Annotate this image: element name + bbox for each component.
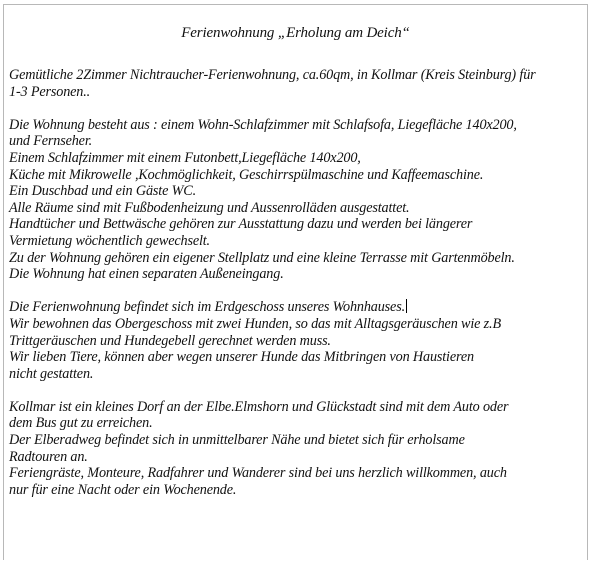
paragraph-intro — [9, 67, 587, 100]
text-line: Feriengräste, Monteure, Radfahrer und Wanderer sind bei uns herzlich willkommen, auch — [9, 465, 507, 482]
text-line: dem Bus gut zu erreichen. — [9, 415, 153, 432]
text-line: Handtücher und Bettwäsche gehören zur Ausstattung dazu und werden bei längerer — [9, 216, 473, 233]
text-line: Zu der Wohnung gehören ein eigener Stellplatz und eine kleine Terrasse mit Gartenmöbeln. — [9, 249, 515, 266]
text-line: Die Wohnung hat einen separaten Außeneingang. — [9, 266, 284, 283]
text-line: Kollmar ist ein kleines Dorf an der Elbe.Elmshorn und Glückstadt sind mit dem Auto oder — [9, 398, 509, 415]
text-line: Vermietung wöchentlich gewechselt. — [9, 232, 210, 249]
text-line: Gemütliche 2Zimmer Nichtraucher-Ferienwohnung, ca.60qm, in Kollmar (Kreis Steinburg) für — [9, 67, 536, 83]
document-page[interactable] — [3, 4, 588, 560]
text-line: und Fernseher. — [9, 133, 93, 150]
text-line: Küche mit Mikrowelle ,Kochmöglichkeit, Geschirrspülmaschine und Kaffeemaschine. — [9, 166, 484, 183]
document-body[interactable] — [9, 67, 587, 498]
text-line: nur für eine Nacht oder ein Wochenende. — [9, 481, 237, 498]
text-line-with-cursor — [9, 299, 587, 316]
paragraph-house-info — [9, 299, 587, 382]
text-line: Trittgeräuschen und Hundegebell gerechnet werden muss. — [9, 332, 331, 349]
text-line: Einem Schlafzimmer mit einem Futonbett,Liegefläche 140x200, — [9, 149, 361, 166]
text-line: Ein Duschbad und ein Gäste WC. — [9, 183, 197, 200]
paragraph-location — [9, 399, 587, 499]
text-line: 1-3 Personen.. — [9, 83, 91, 100]
text-line: Die Ferienwohnung befindet sich im Erdgeschoss unseres Wohnhauses. — [9, 299, 405, 316]
document-title: Ferienwohnung „Erholung am Deich“ — [181, 25, 410, 41]
text-line: Wir bewohnen das Obergeschoss mit zwei Hunden, so das mit Alltagsgeräuschen wie z.B — [9, 315, 501, 332]
text-cursor — [406, 299, 407, 313]
text-line: nicht gestatten. — [9, 365, 94, 382]
text-line: Radtouren an. — [9, 448, 88, 465]
text-line: Alle Räume sind mit Fußbodenheizung und Aussenrolläden ausgestattet. — [9, 199, 410, 216]
text-line: Der Elberadweg befindet sich in unmittelbarer Nähe und bietet sich für erholsame — [9, 432, 465, 449]
text-line: Wir lieben Tiere, können aber wegen unserer Hunde das Mitbringen von Haustieren — [9, 349, 474, 366]
paragraph-apartment-description — [9, 117, 587, 283]
text-line: Die Wohnung besteht aus : einem Wohn-Schlafzimmer mit Schlafsofa, Liegefläche 140x200, — [9, 116, 517, 133]
